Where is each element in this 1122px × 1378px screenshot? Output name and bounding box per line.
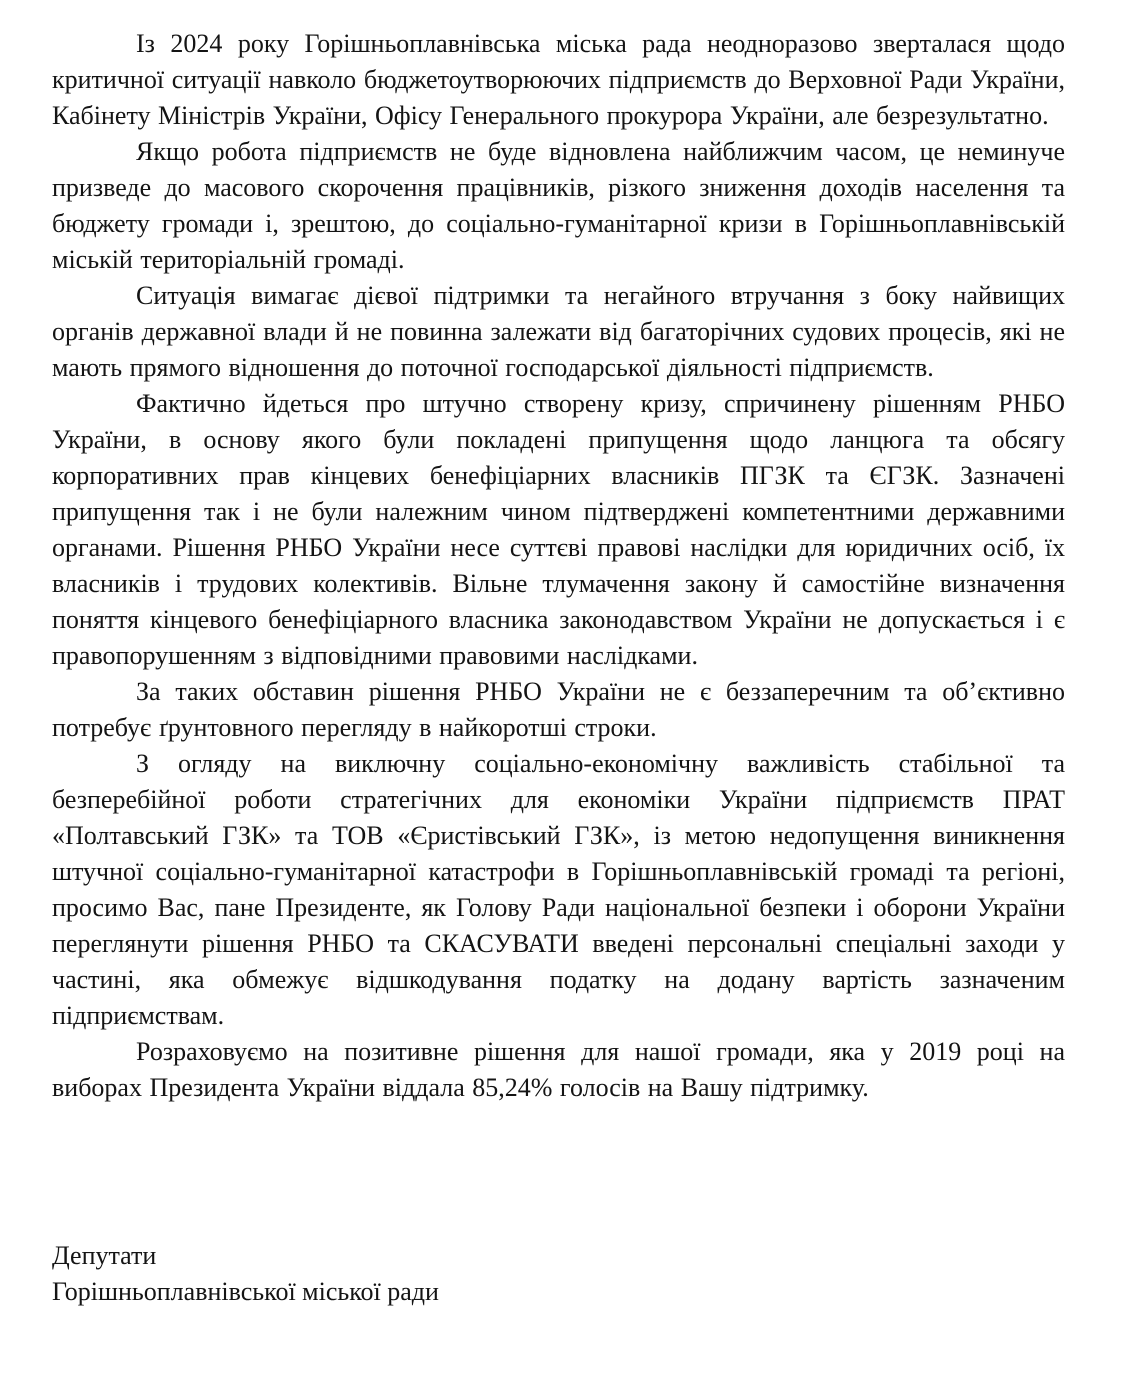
paragraph-support-needed: Ситуація вимагає дієвої підтримки та негайного втручання з боку найвищих органів державної влади й не повинна залежати від багаторічних судових процесів, які не мають прямого відношення до поточної господарської діяльності підприємств. xyxy=(52,281,1065,382)
signature-organization: Горішньоплавнівської міської ради xyxy=(52,1277,439,1306)
paragraph-review-needed: За таких обставин рішення РНБО України не є беззаперечним та об’єктивно потребує ґрунтовного перегляду в найкоротші строки. xyxy=(52,677,1065,742)
paragraph-artificial-crisis: Фактично йдеться про штучно створену кризу, спричинену рішенням РНБО України, в основу якого були покладені припущення щодо ланцюга та обсягу корпоративних прав кінцевих бенефіціарних власників ПГЗК та ЄГЗК. Зазначені припущення так і не були належним чином підтверджені компетентними державними органами. Рішення РНБО України несе суттєві правові наслідки для юридичних осіб, їх власників і трудових колективів. Вільне тлумачення закону й самостійне визначення поняття кінцевого бенефіціарного власника законодавством України не допускається і є правопорушенням з відповідними правовими наслідками. xyxy=(52,389,1065,670)
paragraph-request-cancel: З огляду на виключну соціально-економічну важливість стабільної та безперебійної роботи стратегічних для економіки України підприємств ПРАТ «Полтавський ГЗК» та ТОВ «Єристівський ГЗК», із метою недопущення виникнення штучної соціально-гуманітарної катастрофи в Горішньоплавнівській громаді та регіоні, просимо Вас, пане Президенте, як Голову Ради національної безпеки і оборони України переглянути рішення РНБО та СКАСУВАТИ введені персональні спеціальні заходи у частині, яка обмежує відшкодування податку на додану вартість зазначеним підприємствам. xyxy=(52,749,1065,1030)
paragraph-appeals-history: Із 2024 року Горішньоплавнівська міська рада неодноразово зверталася щодо критичної ситуації навколо бюджетоутворюючих підприємств до Верховної Ради України, Кабінету Міністрів України, Офісу Генерального прокурора України, але безрезультатно. xyxy=(52,29,1065,130)
signature-role: Депутати xyxy=(52,1241,157,1270)
letter-body xyxy=(52,26,1065,1106)
signature-block xyxy=(52,1238,1065,1310)
paragraph-closing: Розраховуємо на позитивне рішення для нашої громади, яка у 2019 році на виборах Президента України віддала 85,24% голосів на Вашу підтримку. xyxy=(52,1037,1065,1102)
paragraph-consequences: Якщо робота підприємств не буде відновлена найближчим часом, це неминуче призведе до масового скорочення працівників, різкого зниження доходів населення та бюджету громади і, зрештою, до соціально-гуманітарної кризи в Горішньоплавнівській міській територіальній громаді. xyxy=(52,137,1065,274)
